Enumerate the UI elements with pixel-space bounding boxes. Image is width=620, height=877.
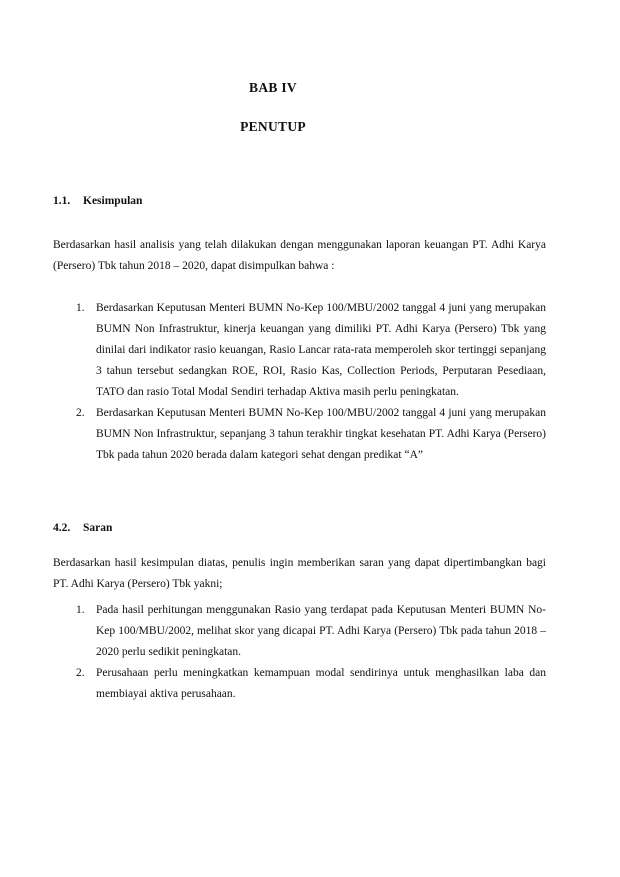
list-item-text: Perusahaan perlu meningkatkan kemampuan modal sendirinya untuk menghasilkan laba dan membiayai aktiva perusahaan.: [96, 667, 546, 700]
list-item-text: Berdasarkan Keputusan Menteri BUMN No-Kep 100/MBU/2002 tanggal 4 juni yang merupakan BUMN Non Infrastruktur, sepanjang 3 tahun terakhir tingkat kesehatan PT. Adhi Karya (Persero) Tbk pada tahun 2020 berada dalam kategori sehat dengan predikat “A”: [96, 407, 546, 461]
list-item-number: 1.: [76, 302, 85, 314]
section-title: Kesimpulan: [83, 195, 143, 207]
section-number: 4.2.: [53, 522, 71, 534]
section-number: 1.1.: [53, 195, 71, 207]
list-item: [76, 600, 546, 663]
list-item-number: 1.: [76, 604, 85, 616]
list-item-text: Pada hasil perhitungan menggunakan Rasio yang terdapat pada Keputusan Menteri BUMN No-Kep 100/MBU/2002, melihat skor yang dicapai PT. Adhi Karya (Persero) Tbk pada tahun 2018 – 2020 perlu sedikit peningkatan.: [96, 604, 546, 658]
section-title: Saran: [83, 522, 113, 534]
list-item: [76, 663, 546, 705]
saran-list: [76, 600, 546, 705]
section-heading-kesimpulan: [53, 195, 142, 207]
saran-intro-paragraph: Berdasarkan hasil kesimpulan diatas, penulis ingin memberikan saran yang dapat dipertimbangkan bagi PT. Adhi Karya (Persero) Tbk yakni;: [53, 557, 546, 590]
list-item-number: 2.: [76, 407, 85, 419]
list-item: [76, 298, 546, 403]
list-item: [76, 403, 546, 466]
chapter-title: PENUTUP: [240, 119, 306, 134]
kesimpulan-intro-paragraph: Berdasarkan hasil analisis yang telah dilakukan dengan menggunakan laporan keuangan PT. Adhi Karya (Persero) Tbk tahun 2018 – 2020, dapat disimpulkan bahwa :: [53, 239, 546, 272]
chapter-number: BAB IV: [249, 80, 297, 95]
list-item-text: Berdasarkan Keputusan Menteri BUMN No-Kep 100/MBU/2002 tanggal 4 juni yang merupakan BUMN Non Infrastruktur, kinerja keuangan yang dimiliki PT. Adhi Karya (Persero) Tbk yang dinilai dari indikator rasio keuangan, Rasio Lancar rata-rata memperoleh skor tertinggi sepanjang 3 tahun tersebut sedangkan ROE, ROI, Rasio Kas, Collection Periods, Perputaran Pesediaan, TATO dan rasio Total Modal Sendiri terhadap Aktiva masih perlu peningkatan.: [96, 302, 546, 398]
section-heading-saran: [53, 522, 112, 534]
kesimpulan-list: [76, 298, 546, 466]
list-item-number: 2.: [76, 667, 85, 679]
